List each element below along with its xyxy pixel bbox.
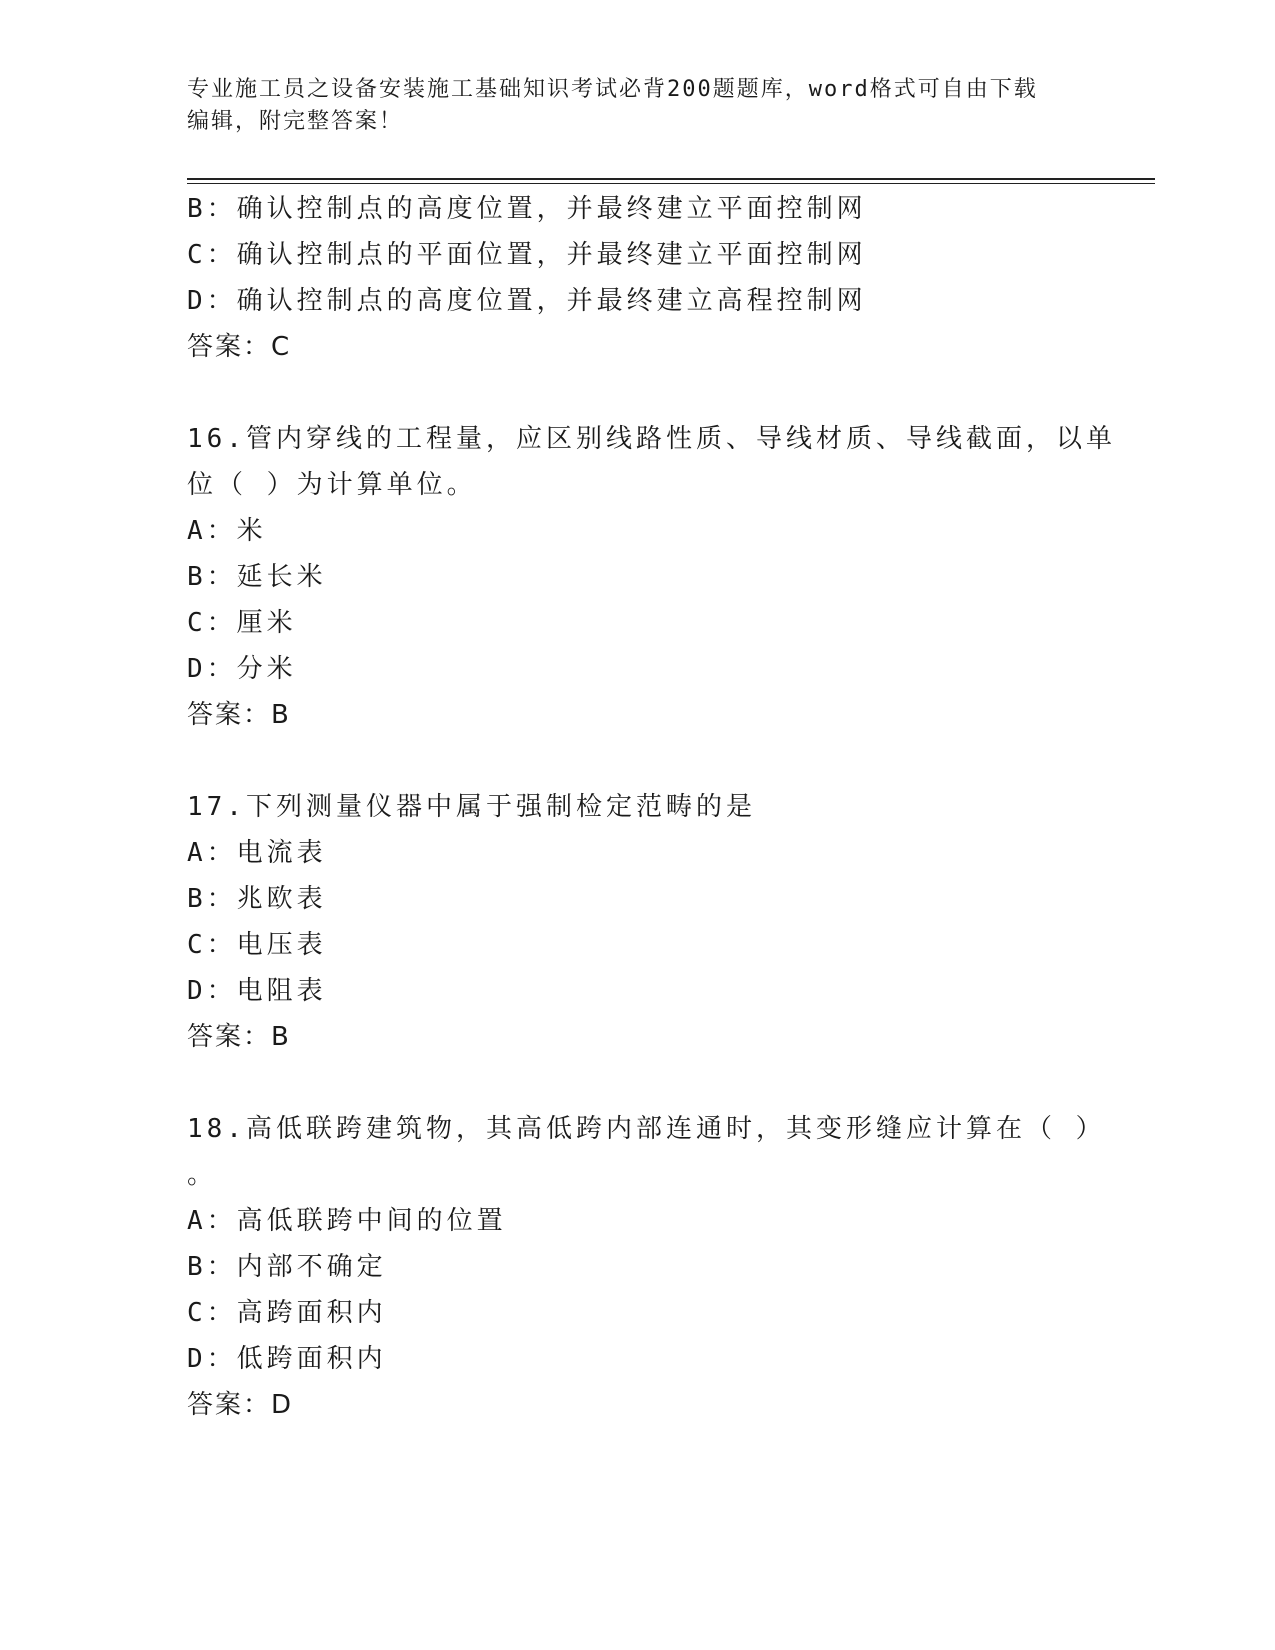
option-b: B：兆欧表 — [187, 884, 327, 914]
header-line-2: 编辑，附完整答案！ — [187, 109, 404, 134]
option-d: D：低跨面积内 — [187, 1344, 387, 1374]
header-divider-thin — [187, 183, 1155, 184]
question-stem: 16.管内穿线的工程量，应区别线路性质、导线材质、导线截面，以单 — [187, 424, 1116, 454]
spacer — [187, 370, 1087, 416]
question-17 — [187, 784, 1087, 1060]
question-stem-continued: 。 — [187, 1160, 218, 1190]
question-stem: 17.下列测量仪器中属于强制检定范畴的是 — [187, 792, 756, 822]
option-b: B：延长米 — [187, 562, 327, 592]
question-list — [187, 186, 1116, 1428]
answer: 答案：B — [187, 1022, 291, 1052]
option-c: C：高跨面积内 — [187, 1298, 387, 1328]
document-header — [187, 74, 1067, 138]
option-a: A：电流表 — [187, 838, 327, 868]
option-a: A：高低联跨中间的位置 — [187, 1206, 507, 1236]
question-stem-continued: 位（ ）为计算单位。 — [187, 470, 477, 500]
option-b: B：内部不确定 — [187, 1252, 387, 1282]
question-15-continued — [187, 186, 1087, 370]
answer: 答案：D — [187, 1390, 294, 1420]
option-c: C：厘米 — [187, 608, 297, 638]
spacer — [187, 1060, 1087, 1106]
question-18 — [187, 1106, 1106, 1428]
answer: 答案：C — [187, 332, 292, 362]
option-d: D：分米 — [187, 654, 297, 684]
option-d: D：电阻表 — [187, 976, 327, 1006]
question-stem: 18.高低联跨建筑物，其高低跨内部连通时，其变形缝应计算在（ ） — [187, 1114, 1106, 1144]
header-line-1: 专业施工员之设备安装施工基础知识考试必背200题题库，word格式可自由下载 — [187, 77, 1038, 102]
answer: 答案：B — [187, 700, 291, 730]
question-16 — [187, 416, 1116, 738]
option-c: C：确认控制点的平面位置，并最终建立平面控制网 — [187, 240, 867, 270]
spacer — [187, 738, 1087, 784]
option-a: A：米 — [187, 516, 267, 546]
option-b: B：确认控制点的高度位置，并最终建立平面控制网 — [187, 194, 867, 224]
option-d: D：确认控制点的高度位置，并最终建立高程控制网 — [187, 286, 867, 316]
option-c: C：电压表 — [187, 930, 327, 960]
header-divider-thick — [187, 178, 1155, 180]
